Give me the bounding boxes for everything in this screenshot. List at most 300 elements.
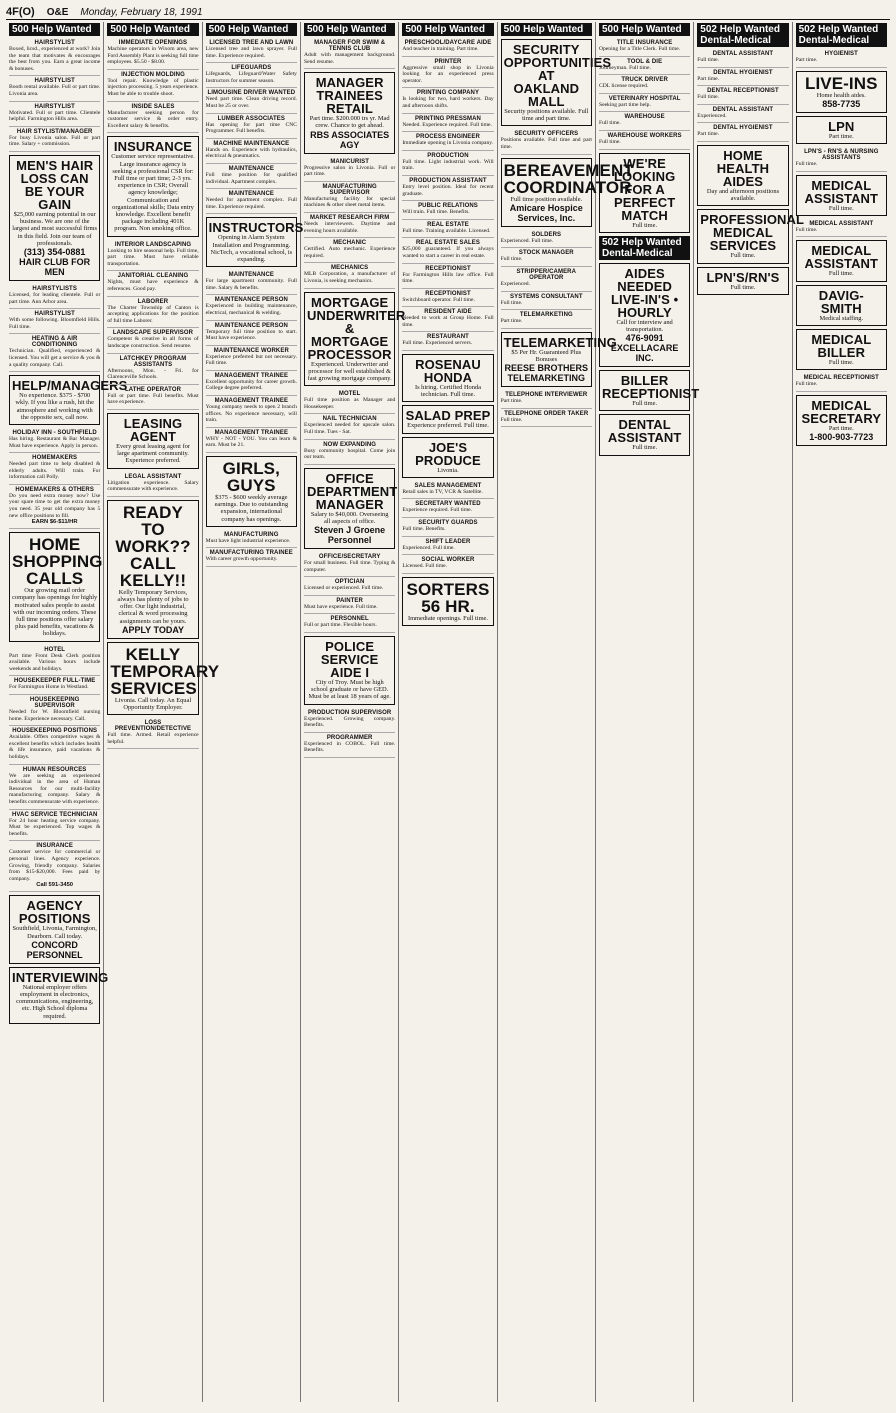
ad-body-text: Full time. [795,226,818,233]
classified-ad [206,371,297,396]
classified-ad [304,292,406,387]
classified-ad [107,38,198,70]
ad-headline: ROSENAU HONDA [415,357,481,386]
ad-body-text: Full time. Light industrial work. Will train. [402,158,494,172]
ad-body-text: Boxed, licsd., experienced at work? Join the team that motivates & encourages the best from you. Earn a great income & bonuses. [9,46,101,72]
ad-body-text: Full time. [500,416,523,423]
ad-body-text: Day and afternoon positions available. [706,187,780,203]
ad-headline: INJECTION MOLDING [121,71,185,78]
classified-ad [206,164,297,189]
classified-ad [9,695,100,726]
ad-headline: INSURANCE [36,843,73,850]
ad-headline: REAL ESTATE SALES [415,240,480,247]
ad-headline: MEDICAL ASSISTANT [804,243,879,272]
classified-ad [304,238,395,263]
ad-headline: SOLDERS [531,231,562,238]
ad-body-text: Kelly Temporary Services, always has plenty of jobs to offer. Our light industrial, clerical & word processing assignments can be yours. [117,588,189,625]
classified-ad [9,967,109,1024]
ad-body-text: Experienced needed for upscale salon. Full time. Tues - Sat. [303,422,396,435]
ad-headline: DENTAL ASSISTANT [607,417,682,446]
ad-body-text: Must have light industrial experience. [205,537,291,544]
ad-contact-line: APPLY TODAY [121,624,184,635]
ad-body-text: Call for interview and transportation. [616,318,673,333]
ad-body-text: Full or part time. Flexible hours. [303,622,377,629]
ad-body-text: Part time. [795,57,818,63]
classified-ad [9,453,100,485]
classified-ad [599,94,690,113]
ad-headline: OFFICE/SECRETARY [318,554,381,561]
ad-headline: LATHE OPERATOR [124,386,182,393]
classified-ad [402,405,493,433]
classified-ad [599,263,690,367]
ad-body-text: Needed part time to help disabled & elderly adults. Will train. For information call Polly. [9,461,101,481]
ad-body-text: For busy Livonia salon. Full or part time. Salary + commission. [9,134,101,148]
ad-headline: HOUSEKEEPING SUPERVISOR [29,697,80,710]
ad-headline: KELLY TEMPORARY SERVICES [110,644,220,698]
ad-headline: POLICE SERVICE AIDE I [320,639,379,681]
classified-ad [9,375,128,425]
column-heading: 500 Help Wanted [501,23,592,36]
classified-ad [304,213,395,238]
ad-body-text: Has opening for part time CNC Programmer. Full benefits. [205,121,297,135]
ad-body-text: Customer service for commercial or personal lines. Agency experience. Growing, friendly company. Salaries from $15-$20,000. Fees paid by company. [9,849,101,882]
ad-body-text: Full time. [632,221,658,229]
classified-ad [402,132,493,151]
classified-ad [206,217,304,267]
ad-body-text: Retail sales in TV, VCR & Satellite. [402,488,483,495]
classified-ad [599,131,690,150]
ad-headline: NAIL TECHNICIAN [322,416,377,423]
classified-ad [107,271,198,296]
ad-body-text: We are seeking an experienced individual in the area of Human Resources for our multi-facility manufacturing company. Salary & benefits commensurate with experience. [9,772,101,805]
classified-ad [206,321,297,346]
ad-headline: INTERVIEWING [12,969,109,985]
classified-ad [9,676,100,695]
ad-headline: MECHANICS [331,265,369,272]
ad-body-text: City of Troy. Must be high school graduate or have GED. Must be at least 18 years of age. [308,679,391,701]
ad-headline: PRINTING COMPANY [416,90,480,97]
classified-ad [402,238,493,263]
classified-ad [402,518,493,537]
ad-headline: PRODUCTION SUPERVISOR [307,709,392,716]
ad-headline: LEASING AGENT [123,415,183,444]
classified-ad [304,263,395,288]
classified-ad [304,414,395,439]
ad-body-text: Full time. [632,444,658,452]
ad-headline: SOCIAL WORKER [421,557,475,564]
classified-ad [402,555,493,574]
ad-contact-line: 858-7735 [822,98,861,109]
ad-body-text: Manufacturer seeking person for customer service & order entry. Excellent salary & benefits. [107,109,199,129]
ad-headline: MANUFACTURING TRAINEE [209,550,293,557]
ad-headline: HELP/MANAGERS [12,378,128,394]
ad-body-text: Is hiring. Certified Honda technician. Full time. [414,384,481,399]
classified-ad [206,38,297,63]
ad-headline: MANAGER FOR SWIM & TENNIS CLUB [314,40,386,52]
classified-ad [402,537,493,556]
classified-ad [599,370,700,411]
classified-ad [206,88,297,113]
ad-body-text: Experienced. Underwriter and processor for well established & fast growing mortgage company. [307,360,392,382]
classified-ad [304,596,395,615]
ad-headline: INSTRUCTORS [208,220,304,236]
classified-ad [796,147,887,172]
ad-body-text: Experienced. [500,280,530,287]
classified-ad [206,346,297,371]
ad-body-text: For small business. Full time. Typing & computer. [303,560,396,573]
classified-ad [402,176,493,201]
classified-ad [501,267,592,292]
ad-body-text: Security positions available. Full time and part time. [504,108,589,123]
ad-headline: LABORER [137,298,169,305]
classified-ad [697,68,788,87]
ad-body-text: Temporary full time position to start. Must have experience. [205,328,297,342]
ad-headline: OFFICE DEPARTMENT MANAGER [306,470,398,512]
ad-headline: LIFEGUARDS [231,65,272,72]
classified-ad [304,468,398,549]
ad-headline: TELEMARKETING [519,312,573,319]
classified-ad [402,307,493,332]
ad-headline: MEDICAL ASSISTANT [804,177,879,206]
classified-ad [9,765,100,810]
classified-ad [796,285,887,326]
classified-ad [107,136,198,236]
classified-ad [796,116,887,144]
ad-body-text: Full time. [795,161,818,167]
ad-body-text: No experience. $375 - $700 wkly. If you like a rush, hit the atmosphere and working with the opposite sex, call now. [15,392,94,421]
classified-ad [9,810,100,842]
classified-ad [304,72,395,153]
ad-body-text: Full time position as Manager and Housekeeper. [303,397,396,410]
classified-ad [697,267,788,295]
classified-ad [107,718,198,749]
ad-contact-line: EARN $6-$11/HR [31,519,78,526]
ad-headline: NOW EXPANDING [323,441,377,448]
ad-body-text: Full time position for qualified individual. Apartment complex. [205,171,297,185]
ad-headline: MANAGER TRAINEES RETAIL [315,75,384,117]
ad-body-text: Full time. [500,256,523,263]
ad-headline: SYSTEMS CONSULTANT [510,293,583,300]
ad-headline: HAIRSTYLIST [34,311,75,318]
classified-ad [9,155,100,281]
ad-body-text: Full time. [795,381,818,387]
ad-body-text: Experience required. Full time. [402,507,473,514]
ad-body-text: Has hiring. Restaurant & Bar Manager. Must have experience. Apply in person. [9,435,101,449]
classified-ad [599,153,690,233]
classified-ad [9,726,100,764]
ad-headline: LATCHKEY PROGRAM ASSISTANTS [119,355,187,368]
classified-ad [304,389,395,414]
ad-body-text: Salary to $40,000. Overseeing all aspects of office. [310,510,389,525]
ad-headline: TELEMARKETING [503,334,617,350]
ad-body-text: Litigation experience. Salary commensurate with experience. [107,479,199,493]
classified-ad [402,264,493,289]
column-heading: 502 Help Wanted Dental-Medical [796,23,887,47]
ad-headline: HAIRSTYLIST [34,78,75,85]
ad-headline: MANUFACTURING SUPERVISOR [322,183,377,196]
ad-headline: LICENSED TREE AND LAWN [209,40,294,46]
ad-body-text: Experienced. Full time. [500,237,554,244]
ad-body-text: Looking to hire seasonal help. Full time, part time. Must have reliable transportation. [107,247,199,267]
ad-body-text: Full time. Benefits. [402,526,446,533]
classified-ad [402,220,493,239]
ad-headline: MOTEL [338,391,361,398]
classified-ad [501,390,592,409]
ad-headline: HAIR STYLIST/MANAGER [16,128,93,135]
ad-body-text: Full time position available. [510,195,583,203]
classified-ad [206,114,297,139]
column-heading: 500 Help Wanted [206,23,297,36]
ad-contact-line: CONCORD PERSONNEL [26,939,83,960]
classified-ad [796,49,887,68]
ad-headline: AIDES NEEDED LIVE-IN'S • HOURLY [611,265,679,320]
ad-contact-line: RBS ASSOCIATES AGY [310,129,390,150]
ad-body-text: Part time. $200.000 trs yr. Mad crew. Chance to get ahead. [309,115,390,130]
ad-headline: INSURANCE [113,139,193,155]
ad-headline: LPN'S - RN'S & NURSING ASSISTANTS [804,149,879,161]
ad-body-text: Part time. [828,132,854,140]
classified-ad [796,240,887,281]
classified-ad [206,456,297,527]
ad-headline: LANDSCAPE SUPERVISOR [112,330,194,337]
classified-ad [107,102,198,134]
classified-ad [501,230,592,249]
classified-ad [402,289,493,308]
ad-headline: DENTAL HYGIENIST [713,69,773,76]
ad-headline: HOTEL [44,646,66,653]
ad-body-text: Full time. [697,94,720,101]
classified-ad [9,284,100,309]
ad-headline: MAINTENANCE PERSON [214,297,288,304]
newspaper-page [6,5,890,1403]
ad-body-text: Part time. [500,318,523,325]
classified-ad [796,395,887,446]
classified-ad [599,75,690,94]
classified-ad [697,209,805,263]
ad-headline: PRODUCTION [427,152,469,159]
ad-body-text: Opening for a Title Clerk. Full time. [598,46,681,52]
classified-ad [9,127,100,152]
ad-body-text: Experienced in COBOL. Full time. Benefits. [303,740,396,754]
ad-body-text: Afternoons, Mon. - Fri. for Clarenceville Schools. [107,367,199,381]
ad-headline: HEATING & AIR CONDITIONING [31,336,78,349]
ad-body-text: Full or part time. Full benefits. Must have experience. [107,392,199,406]
ad-body-text: For Farmington Home in Westland. [9,684,89,691]
ad-headline: LIMOUSINE DRIVER WANTED [207,90,296,97]
ad-body-text: The Charter Township of Canton is accepting applications for the position of full time Laborer. [107,304,199,324]
classified-ad [206,548,297,567]
ad-body-text: Tool repair. Knowledge of plastic injection processing. 5 years experience. Must be able to trouble shoot. [107,77,199,97]
ad-body-text: Full time. Experienced servers. [402,340,473,347]
classified-column [104,22,220,1402]
classified-ad [304,636,395,705]
ad-body-text: $375 - $600 weekly average earnings. Due to outstanding expansion, international company has openings. [214,494,289,523]
ad-contact-line: Call 591-3450 [36,882,74,889]
classified-ad [501,129,592,154]
ad-headline: RECEPTIONIST [425,290,471,297]
classified-ad [697,123,788,142]
ad-body-text: For large apartment community. Full time. Salary & benefits. [205,278,297,291]
ad-headline: DAVIG-SMITH [818,287,864,316]
ad-body-text: Full time. [730,252,756,260]
ad-body-text: Young company needs to open 2 branch offices. No experience necessary, will train. [205,404,297,424]
ad-body-text: Experienced in building maintenance, electrical, mechanical & welding. [205,303,297,316]
column-heading: 502 Help Wanted Dental-Medical [697,23,788,47]
ad-headline: MANUFACTURING [224,531,279,538]
ad-headline: MAINTENANCE [228,272,275,279]
ad-headline: HOMEMAKERS [32,455,78,462]
ad-body-text: Livonia. Call today. An Equal Opportunity Employer. [114,696,192,711]
ad-headline: MAINTENANCE WORKER [213,347,289,354]
classified-ad [107,70,198,102]
classified-ad [501,310,592,329]
ad-headline: SECRETARY WANTED [415,501,481,508]
ad-contact-line: Amicare Hospice Services, Inc. [509,202,583,223]
ad-headline: PUBLIC RELATIONS [418,203,478,210]
classified-ad [599,112,690,131]
ad-headline: DENTAL HYGIENIST [713,125,773,132]
classified-ad [697,145,788,206]
ad-body-text: Experienced. [697,112,727,119]
ad-body-text: WHY - NOT - YOU. You can learn & earn. Must be 21. [205,435,297,449]
classified-ad [599,414,690,455]
ad-body-text: Lifeguards, Lifeguard/Water Safety Instructors for summer season. [205,71,297,84]
ad-body-text: Our growing mail order company has openings for highly motivated sales people to assist with our incoming orders. These full time positions offer salary plus paid benefits, vacations & holidays. [12,587,98,638]
classified-ad [402,38,493,57]
ad-body-text: Must have experience. Full time. [303,603,378,610]
ad-body-text: Needed. Experience required. Full time. [402,121,492,128]
ad-body-text: Licensed. Full time. [402,563,448,570]
ad-body-text: Part time. [828,424,854,432]
ad-body-text: With career growth opportunity. [205,556,278,563]
ad-headline: MAINTENANCE [228,165,275,172]
ad-body-text: Machine operators in Wixom area, new Ford Assembly Plant is seeking full time employees. $5.50 - $8.00. [107,46,199,66]
classified-ad [796,329,887,370]
classified-ad [304,614,395,633]
ad-headline: SECURITY OPPORTUNITIES AT OAKLAND MALL [503,42,612,109]
classified-column [203,22,304,1402]
ad-headline: PRESCHOOL/DAYCARE AIDE [404,40,492,46]
classified-ad [9,428,100,453]
ad-headline: HOLIDAY INN - SOUTHFIELD [12,429,97,436]
ad-headline: HOUSEKEEPING POSITIONS [12,728,98,735]
ad-headline: PROFESSIONAL MEDICAL SERVICES [700,212,805,254]
classified-ad [107,472,198,497]
classified-ad [9,895,100,963]
classified-ad [304,552,395,577]
ad-headline: MEDICAL SECRETARY [801,397,882,426]
ad-body-text: Busy community hospital. Come join our team. [303,447,396,461]
column-heading: 500 Help Wanted [107,23,198,36]
classified-column [694,22,805,1402]
ad-headline: MORTGAGE UNDERWRITER & MORTGAGE PROCESSOR [306,294,406,362]
classified-ad [206,270,297,295]
ad-body-text: Customer service representative. Large insurance agency is seeking a professional CSR for: Full time or part time; 2-3 yrs. experience in CSR; Overall agency knowledge; Communication and organizational skills; Data entry knowledge. Excellent benefit package including 401K program. Non smoking office. [111,153,195,233]
ad-body-text: Do you need extra money now? Use your spare time to get the extra money you need. 35 year old company has 5 new office positions to fill. [9,492,101,519]
ad-body-text: Full time. [632,400,658,408]
ad-headline: GIRLS, GUYS [222,459,280,496]
ad-body-text: Full time. Armed. Retail experience helpful. [107,732,199,745]
ad-headline: PROGRAMMER [326,734,373,741]
ad-headline: LEGAL ASSISTANT [124,473,182,480]
ad-body-text: Competent & creative in all forms of landscape construction. Send resume. [107,336,199,349]
classified-ad [304,577,395,596]
classified-ad [107,297,198,329]
ad-contact-line: 476-9091 EXCELLACARE INC. [610,333,679,364]
ad-body-text: $25,000 earning potential in our business. We are one of the largest and most successful firms in this field. Join our team of professionals. [12,210,98,247]
ad-headline: SECURITY OFFICERS [514,131,579,138]
ad-headline: BILLER RECEPTIONIST [601,373,700,402]
ad-headline: IMMEDIATE OPENINGS [118,40,188,46]
classified-column [301,22,406,1402]
classified-ad [697,49,788,68]
ad-headline: HOMEMAKERS & OTHERS [15,486,94,493]
classified-ad [402,57,493,89]
ad-body-text: Entry level position. Ideal for recent graduate. [402,183,494,197]
ad-headline: MARKET RESEARCH FIRM [309,214,390,221]
ad-body-text: Technician. Qualified, experienced & licensed. You will get a service & you & a quality company. Call. [9,348,101,368]
ad-body-text: For Farmington Hills law office. Full time. [402,271,494,285]
page-number: 4F(O) [6,6,35,18]
ad-headline: HAIRSTYLIST [34,40,75,46]
ad-headline: AGENCY POSITIONS [18,898,91,927]
classified-ad [304,157,395,182]
ad-headline: TOOL & DIE [627,58,663,65]
classified-ad [206,139,297,164]
ad-headline: MANAGEMENT TRAINEE [214,372,289,379]
ad-body-text: $5 Per Hr. Guaranteed Plus Bonuses [511,348,582,363]
ad-body-text: Is looking for two, hard workers. Day and afternoon shifts. [402,96,494,109]
ad-body-text: Licensed or experienced. Full time. [303,585,384,592]
ad-body-text: Part time. [697,131,720,138]
ad-body-text: Available. Offers competitive wages & excellent benefits which includes health & life insurance, paid vacations & holidays. [9,734,101,761]
ad-headline: HVAC SERVICE TECHNICIAN [11,811,98,818]
ad-headline: PERSONNEL [330,616,369,623]
ad-contact-line: (313) 354-0881 HAIR CLUB FOR MEN [19,246,91,277]
classified-ad [206,396,297,428]
ad-body-text: Full time. [697,57,720,63]
ad-headline: INTERIOR LANDSCAPING [114,241,192,248]
classified-ad [402,332,493,351]
classified-ad [796,373,887,392]
ad-body-text: Nights, must have experience & references. Good pay. [107,279,199,292]
ad-headline: HAIRSTYLISTS [32,285,77,292]
classified-ad [501,292,592,311]
ad-headline: MEDICAL BILLER [811,331,872,360]
classified-ad [796,219,887,238]
ad-headline: TRUCK DRIVER [621,77,668,84]
ad-body-text: Home health aides. [816,91,866,99]
ad-headline: MAINTENANCE [228,191,275,198]
classified-ad [107,500,198,639]
classified-ad [402,437,493,478]
ad-headline: HUMAN RESOURCES [22,766,87,773]
ad-body-text: Progressive salon in Livonia. Full or part time. [303,164,396,178]
ad-body-text: And teacher in training. Part time. [402,46,479,52]
ad-body-text: Experience preferred. Full time. [407,422,489,430]
classified-ad [796,71,887,113]
ad-headline: HOUSEKEEPER FULL-TIME [13,678,96,685]
classified-ad [501,248,592,267]
classified-column [793,22,890,1402]
ad-contact-line: Steven J Groene Personnel [314,525,386,546]
classified-ad [599,38,690,57]
ad-body-text: CDL license required. [598,83,649,90]
ad-body-text: Needed for W. Bloomfield nursing home. Experience necessary. Call. [9,709,101,722]
column-heading: 500 Help Wanted [304,23,395,36]
classified-ad [206,295,297,320]
classified-ad [599,57,690,76]
